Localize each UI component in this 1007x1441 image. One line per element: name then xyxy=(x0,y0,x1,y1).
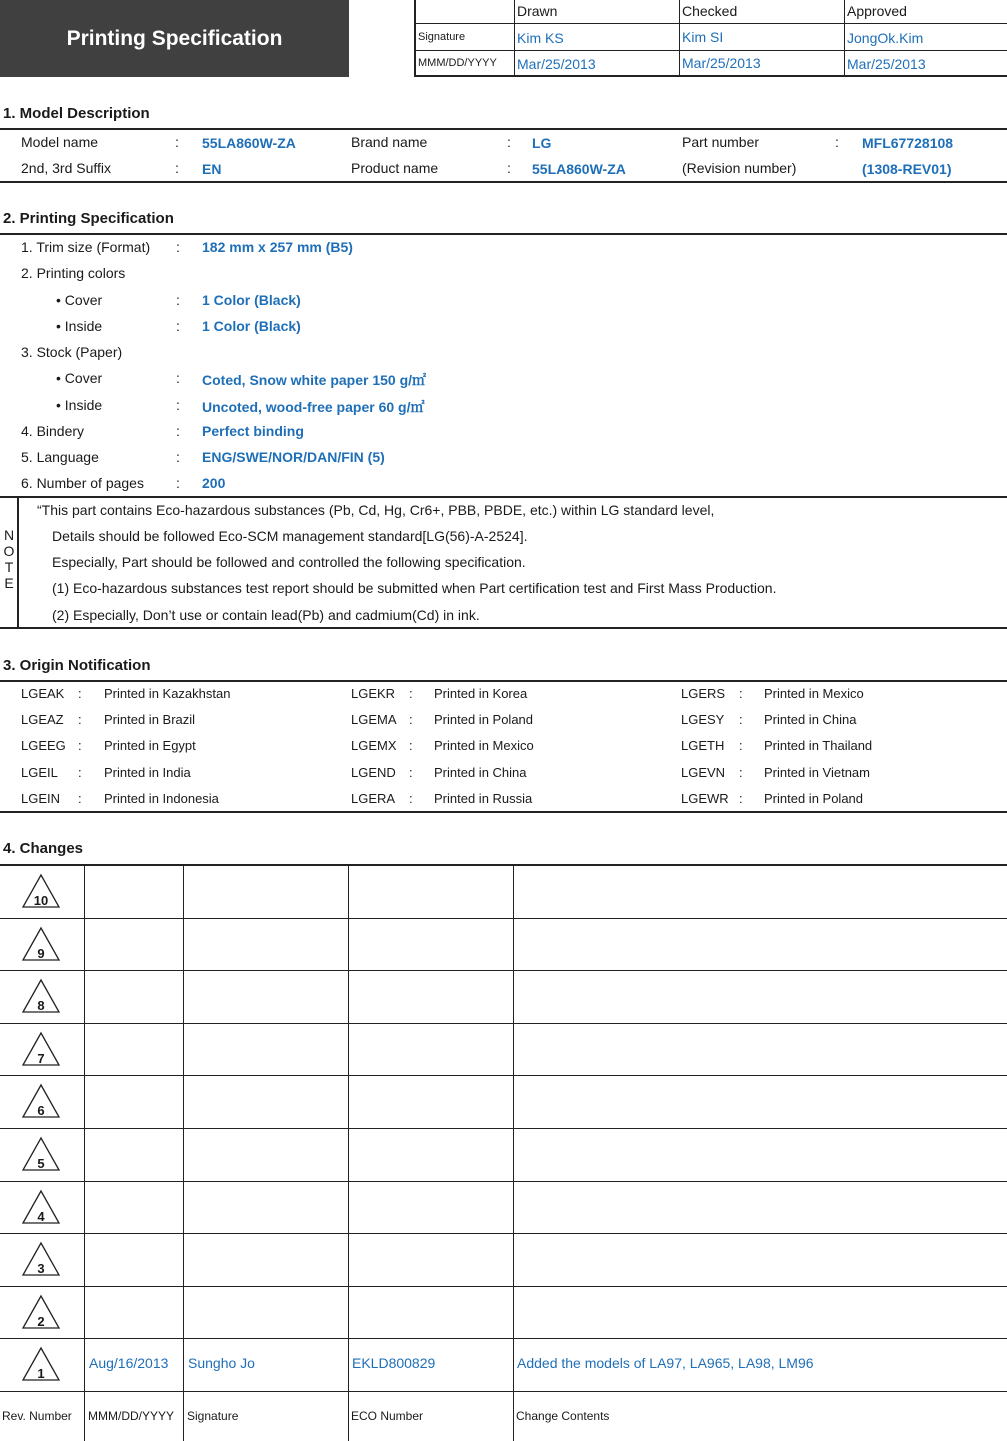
bindery-label: 4. Bindery xyxy=(21,423,85,439)
cover-color-label: • Cover xyxy=(56,292,103,308)
revision-triangle-icon xyxy=(21,978,61,1014)
revision-triangle-icon xyxy=(21,1241,61,1277)
revision-number: 7 xyxy=(37,1051,45,1066)
note-line-3: Especially, Part should be followed and controlled the following specification. xyxy=(52,554,526,570)
signature-label: Signature xyxy=(418,31,466,43)
inside-color-label: • Inside xyxy=(56,318,103,334)
note-line-1: “This part contains Eco-hazardous substances (Pb, Cd, Hg, Cr6+, PBB, PBDE, etc.) within LG standard level, xyxy=(37,502,715,518)
footer-signature: Signature xyxy=(187,1409,239,1423)
col-approved: Approved xyxy=(847,3,907,19)
origin-country: Printed in India xyxy=(104,765,191,780)
part-number-value: MFL67728108 xyxy=(862,135,954,151)
section-origin-title: 3. Origin Notification xyxy=(3,657,151,674)
revision-triangle-icon xyxy=(21,1294,61,1330)
revision-number: 5 xyxy=(37,1156,45,1171)
origin-code: LGEIL xyxy=(21,765,58,780)
colors-label: 2. Printing colors xyxy=(21,265,126,281)
revision-triangle-icon xyxy=(21,926,61,962)
revision-number: 9 xyxy=(37,946,45,961)
trim-value: 182 mm x 257 mm (B5) xyxy=(202,239,353,255)
rev1-eco-number: EKLD800829 xyxy=(352,1355,436,1371)
revision-triangle-icon xyxy=(21,1083,61,1119)
origin-code: LGEEG xyxy=(21,738,66,753)
revision-number: 6 xyxy=(37,1103,45,1118)
origin-code: LGEMA xyxy=(351,712,397,727)
approved-date: Mar/25/2013 xyxy=(847,56,926,72)
origin-code: LGEAK xyxy=(21,686,65,701)
origin-country: Printed in Poland xyxy=(434,712,534,727)
section-changes-title: 4. Changes xyxy=(3,840,84,857)
origin-code: LGEWR xyxy=(681,791,729,806)
origin-country: Printed in Kazakhstan xyxy=(104,686,231,701)
section-spec-title: 2. Printing Specification xyxy=(3,210,174,227)
origin-code: LGERA xyxy=(351,791,396,806)
origin-country: Printed in Egypt xyxy=(104,738,196,753)
revision-triangle-icon xyxy=(21,1189,61,1225)
cover-paper-label: • Cover xyxy=(56,370,103,386)
origin-code: LGEMX xyxy=(351,738,397,753)
footer-change-contents: Change Contents xyxy=(516,1409,610,1423)
language-label: 5. Language xyxy=(21,449,99,465)
checked-signature: Kim SI xyxy=(682,29,724,45)
origin-code: LGERS xyxy=(681,686,726,701)
revision-number: 2 xyxy=(37,1314,45,1329)
origin-country: Printed in Poland xyxy=(764,791,864,806)
suffix-value: EN xyxy=(202,161,222,177)
inside-paper-label: • Inside xyxy=(56,397,103,413)
trim-label: 1. Trim size (Format) xyxy=(21,239,151,255)
brand-name-value: LG xyxy=(532,135,552,151)
drawn-date: Mar/25/2013 xyxy=(517,56,596,72)
col-checked: Checked xyxy=(682,3,738,19)
origin-country: Printed in China xyxy=(434,765,527,780)
checked-date: Mar/25/2013 xyxy=(682,55,761,71)
footer-date: MMM/DD/YYYY xyxy=(88,1409,175,1423)
revision-triangle-icon xyxy=(21,1031,61,1067)
brand-name-label: Brand name xyxy=(351,134,428,150)
origin-country: Printed in Vietnam xyxy=(764,765,870,780)
rev1-signature: Sungho Jo xyxy=(188,1355,255,1371)
origin-country: Printed in China xyxy=(764,712,857,727)
model-name-label: Model name xyxy=(21,134,99,150)
document-title: Printing Specification xyxy=(0,0,349,77)
origin-country: Printed in Brazil xyxy=(104,712,196,727)
product-name-value: 55LA860W-ZA xyxy=(532,161,626,177)
note-line-4: (1) Eco-hazardous substances test report should be submitted when Part certification test and First Mass Production. xyxy=(52,580,777,596)
revision-triangle-icon xyxy=(21,1346,61,1382)
bindery-value: Perfect binding xyxy=(202,423,304,439)
language-value: ENG/SWE/NOR/DAN/FIN (5) xyxy=(202,449,385,465)
revision-label: (Revision number) xyxy=(682,160,797,176)
revision-number: 10 xyxy=(33,893,49,908)
product-name-label: Product name xyxy=(351,160,439,176)
cover-paper-value: Coted, Snow white paper 150 g/㎡ xyxy=(202,372,427,388)
origin-code: LGEVN xyxy=(681,765,726,780)
origin-country: Printed in Thailand xyxy=(764,738,873,753)
note-line-2: Details should be followed Eco-SCM management standard[LG(56)-A-2524]. xyxy=(52,528,528,544)
revision-value: (1308-REV01) xyxy=(862,161,952,177)
part-number-label: Part number xyxy=(682,134,760,150)
revision-number: 1 xyxy=(37,1366,45,1381)
origin-country: Printed in Mexico xyxy=(764,686,864,701)
col-drawn: Drawn xyxy=(517,3,558,19)
footer-eco-number: ECO Number xyxy=(351,1409,424,1423)
approval-table xyxy=(414,0,1007,77)
model-name-value: 55LA860W-ZA xyxy=(202,135,296,151)
inside-color-value: 1 Color (Black) xyxy=(202,318,301,334)
revision-triangle-icon xyxy=(21,1136,61,1172)
pages-label: 6. Number of pages xyxy=(21,475,144,491)
origin-code: LGETH xyxy=(681,738,725,753)
section-model-title: 1. Model Description xyxy=(3,105,150,122)
rev1-date: Aug/16/2013 xyxy=(89,1355,169,1371)
origin-code: LGESY xyxy=(681,712,725,727)
revision-number: 4 xyxy=(37,1209,45,1224)
date-label: MMM/DD/YYYY xyxy=(418,57,497,69)
drawn-signature: Kim KS xyxy=(517,30,564,46)
revision-number: 3 xyxy=(37,1261,45,1276)
origin-code: LGEAZ xyxy=(21,712,64,727)
origin-country: Printed in Indonesia xyxy=(104,791,219,806)
origin-code: LGEND xyxy=(351,765,396,780)
origin-code: LGEIN xyxy=(21,791,61,806)
inside-paper-value: Uncoted, wood-free paper 60 g/㎡ xyxy=(202,399,425,415)
origin-code: LGEKR xyxy=(351,686,396,701)
footer-rev-number: Rev. Number xyxy=(2,1409,72,1423)
origin-country: Printed in Korea xyxy=(434,686,528,701)
revision-triangle-icon xyxy=(21,873,61,909)
note-line-5: (2) Especially, Don’t use or contain lead(Pb) and cadmium(Cd) in ink. xyxy=(52,607,480,623)
approved-signature: JongOk.Kim xyxy=(847,30,924,46)
suffix-label: 2nd, 3rd Suffix xyxy=(21,160,112,176)
origin-country: Printed in Russia xyxy=(434,791,533,806)
origin-country: Printed in Mexico xyxy=(434,738,534,753)
pages-value: 200 xyxy=(202,475,226,491)
note-label: N O T E xyxy=(3,527,15,591)
rev1-change-contents: Added the models of LA97, LA965, LA98, LM96 xyxy=(517,1355,814,1371)
revision-number: 8 xyxy=(37,998,45,1013)
stock-label: 3. Stock (Paper) xyxy=(21,344,123,360)
cover-color-value: 1 Color (Black) xyxy=(202,292,301,308)
